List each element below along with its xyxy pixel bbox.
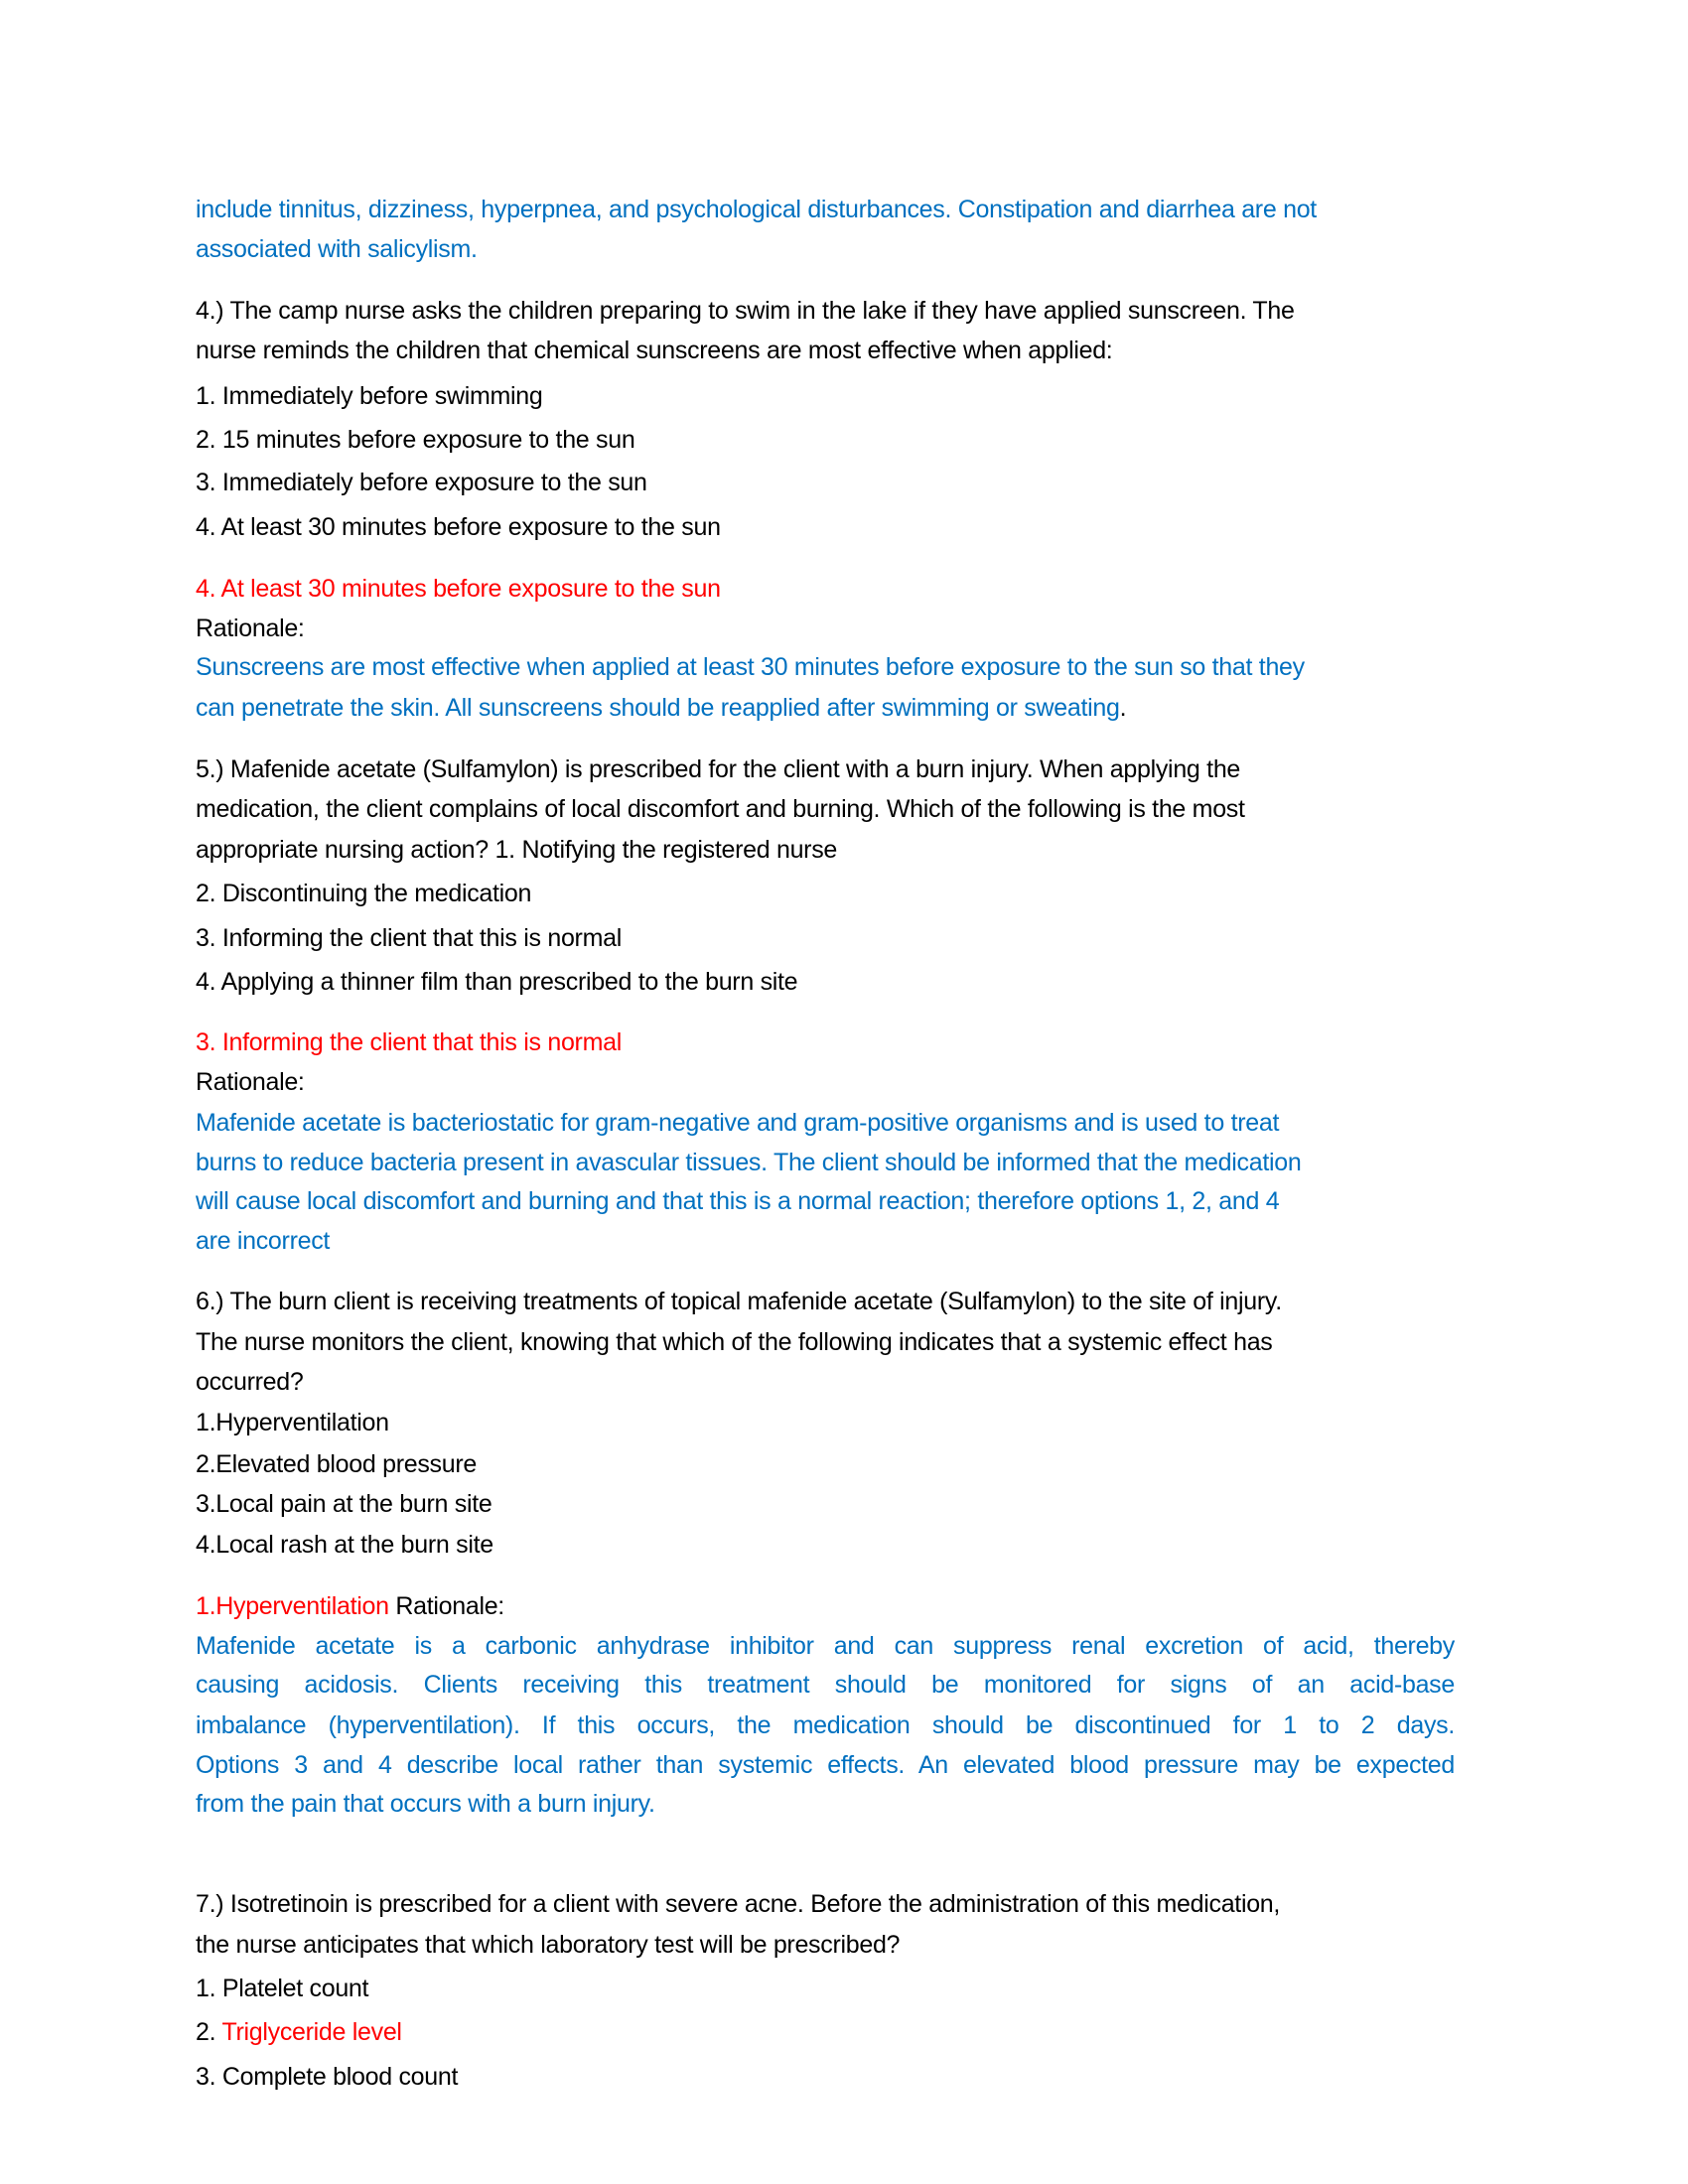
- rationale-line: associated with salicylism.: [196, 235, 478, 263]
- question-text: 7.) Isotretinoin is prescribed for a client with severe acne. Before the administration of this medication,: [196, 1890, 1281, 1918]
- option: 3. Informing the client that this is normal: [196, 924, 622, 952]
- option: 1. Notifying the registered nurse: [494, 836, 838, 864]
- rationale-line: burns to reduce bacteria present in avascular tissues. The client should be informed that the medication: [196, 1149, 1302, 1176]
- question-text: nurse reminds the children that chemical sunscreens are most effective when applied:: [196, 337, 1113, 364]
- rationale-line: Mafenide acetate is bacteriostatic for gram-negative and gram-positive organisms and is used to treat: [196, 1109, 1280, 1137]
- option: 4.Local rash at the burn site: [196, 1531, 493, 1559]
- option: 3. Complete blood count: [196, 2063, 459, 2091]
- option: 1.Hyperventilation: [196, 1409, 389, 1436]
- option: 2. 15 minutes before exposure to the sun: [196, 426, 635, 454]
- option: 3.Local pain at the burn site: [196, 1490, 492, 1518]
- answer-line-wrap: [196, 1588, 504, 1624]
- rationale-line: Mafenide acetate is a carbonic anhydrase inhibitor and can suppress renal excretion of acid, thereby: [196, 1632, 1455, 1660]
- question-text: medication, the client complains of local discomfort and burning. Which of the following is the most: [196, 795, 1245, 823]
- rationale-line: Options 3 and 4 describe local rather than systemic effects. An elevated blood pressure may be expected: [196, 1751, 1455, 1779]
- answer: 1.Hyperventilation: [196, 1592, 389, 1620]
- option-answer: Triglyceride level: [221, 2018, 402, 2046]
- question-text: 4.) The camp nurse asks the children preparing to swim in the lake if they have applied sunscreen. The: [196, 297, 1295, 325]
- rationale-line: are incorrect: [196, 1227, 331, 1255]
- rationale-line: imbalance (hyperventilation). If this occurs, the medication should be discontinued for 1 to 2 days.: [196, 1711, 1455, 1739]
- option: 2.Elevated blood pressure: [196, 1450, 477, 1478]
- option: 3. Immediately before exposure to the sun: [196, 469, 647, 496]
- option-number: 2.: [196, 2018, 222, 2046]
- rationale-label: Rationale:: [196, 614, 305, 642]
- rationale-line: from the pain that occurs with a burn injury.: [196, 1790, 655, 1818]
- rationale-line: causing acidosis. Clients receiving this treatment should be monitored for signs of an acid-base: [196, 1671, 1455, 1699]
- option: 2. Discontinuing the medication: [196, 880, 532, 907]
- question-text: 6.) The burn client is receiving treatments of topical mafenide acetate (Sulfamylon) to the site of injury.: [196, 1288, 1282, 1315]
- rationale-label: Rationale:: [395, 1592, 504, 1620]
- rationale-period: .: [1119, 694, 1127, 722]
- option: 1. Immediately before swimming: [196, 382, 543, 410]
- option: 4. At least 30 minutes before exposure to the sun: [196, 513, 721, 541]
- question-text: appropriate nursing action?: [196, 836, 489, 864]
- rationale-line: can penetrate the skin. All sunscreens should be reapplied after swimming or sweating: [196, 694, 1120, 722]
- answer: 3. Informing the client that this is normal: [196, 1028, 622, 1056]
- option-wrap: [196, 2014, 402, 2050]
- rationale-line: will cause local discomfort and burning and that this is a normal reaction; therefore options 1, 2, and 4: [196, 1187, 1280, 1215]
- question-text: 5.) Mafenide acetate (Sulfamylon) is prescribed for the client with a burn injury. When applying the: [196, 755, 1241, 783]
- rationale-line: include tinnitus, dizziness, hyperpnea, and psychological disturbances. Constipation and diarrhea are not: [196, 196, 1317, 223]
- question-text: the nurse anticipates that which laboratory test will be prescribed?: [196, 1931, 901, 1959]
- question-text: The nurse monitors the client, knowing that which of the following indicates that a systemic effect has: [196, 1328, 1273, 1356]
- option: 4. Applying a thinner film than prescribed to the burn site: [196, 968, 798, 996]
- answer: 4. At least 30 minutes before exposure to the sun: [196, 575, 721, 603]
- question-line-wrap: [196, 832, 837, 868]
- rationale-label: Rationale:: [196, 1068, 305, 1096]
- rationale-line: Sunscreens are most effective when applied at least 30 minutes before exposure to the sun so that they: [196, 653, 1305, 681]
- rationale-line-wrap: [196, 690, 1126, 726]
- question-text: occurred?: [196, 1368, 304, 1396]
- option: 1. Platelet count: [196, 1975, 369, 2002]
